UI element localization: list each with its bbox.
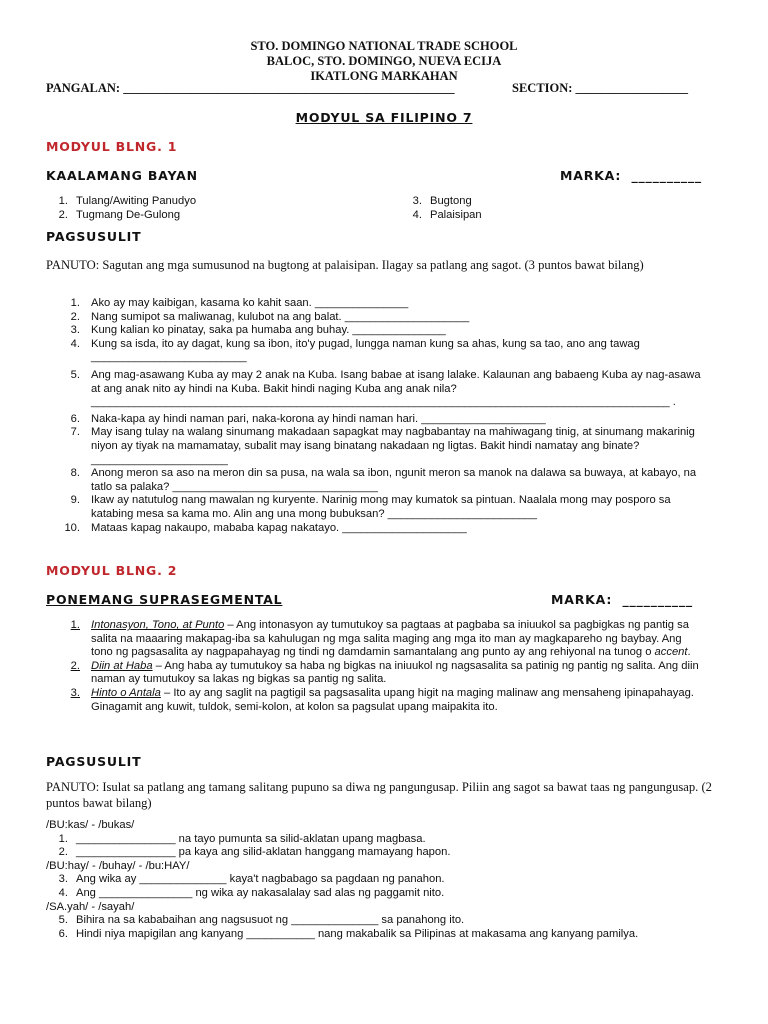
module2-topic: PONEMANG SUPRASEGMENTAL xyxy=(46,592,283,607)
question-item: 1. Ako ay may kaibigan, kasama ko kahit saan. _______________ xyxy=(70,297,409,309)
list-item: 2. Tugmang De-Gulong xyxy=(58,208,181,221)
test2-heading: PAGSUSULIT xyxy=(46,754,142,769)
list-item: 3. Bugtong xyxy=(412,195,472,207)
test1-heading: PAGSUSULIT xyxy=(46,229,142,244)
definition-item: 2. Diin at Haba – Ang haba ay tumutukoy sa haba ng bigkas na iniuukol ng nagsasalita sa patinig ng pantig ng salita. Ang diin naman ay tumutukoy sa lakas ng bigkas sa pantig ng salita. xyxy=(70,659,699,686)
list-item: 4. Ang _______________ ng wika ay nakasalalay sad alas ng paggamit nito. xyxy=(58,886,445,899)
test2-groups xyxy=(46,819,746,941)
syllable-group-label: /BU:hay/ - /buhay/ - /bu:HAY/ xyxy=(46,859,190,872)
suprasegmental-list xyxy=(46,619,706,714)
name-field: PANGALAN: _____________________________________________________ xyxy=(46,81,455,95)
question-item: 8. Anong meron sa aso na meron din sa pusa, na wala sa ibon, ngunit meron sa manok na dalawa sa buwaya, at kabayo, na tatlo sa palaka? _________________________________ xyxy=(70,467,697,493)
module1-heading: MODYUL BLNG. 1 xyxy=(46,139,178,154)
question-item: 9. Ikaw ay natutulog nang mawalan ng kuryente. Narinig mong may kumatok sa pintuan. Naalala mong may posporo sa katabing mesa sa kama mo. Alin ang una mong bubuksan? ________________________ xyxy=(70,494,671,520)
question-item: 7. May isang tulay na walang sinumang makadaan sapagkat may nagbabantay na mahiwagang tinig, at sinumang makarinig niyon ay tiyak na mamamatay, subalit may isang binatang nakadaan ng ligtas. Bakit hindi namatay ang binate? ______________________ xyxy=(70,426,695,466)
list-item: 1. Tulang/Awiting Panudyo xyxy=(58,195,197,207)
topic-list-right xyxy=(400,195,482,222)
list-item: 4. Palaisipan xyxy=(412,208,482,221)
question-item: 2. Nang sumipot sa maliwanag, kulubot na ang balat. ____________________ xyxy=(70,310,470,323)
school-name: STO. DOMINGO NATIONAL TRADE SCHOOL xyxy=(250,39,518,53)
module1-topic: KAALAMANG BAYAN xyxy=(46,168,198,183)
score-blank: __________ xyxy=(631,168,702,183)
school-address: BALOC, STO. DOMINGO, NUEVA ECIJA xyxy=(266,54,502,68)
list-item: 6. Hindi niya mapigilan ang kanyang ___________ nang makabalik sa Pilipinas at makasama ang kanyang pamilya. xyxy=(58,927,639,940)
test2-instruction: PANUTO: Isulat sa patlang ang tamang salitang pupuno sa diwa ng pangungusap. Piliin ang sagot sa bawat taas ng pangungusap. (2 puntos bawat bilang) xyxy=(46,780,712,810)
test1-instruction: PANUTO: Sagutan ang mga sumusunod na bugtong at palaisipan. Ilagay sa patlang ang sagot. (3 puntos bawat bilang) xyxy=(46,258,644,272)
module2-heading: MODYUL BLNG. 2 xyxy=(46,563,178,578)
module1-score xyxy=(560,168,702,183)
module-title: MODYUL SA FILIPINO 7 xyxy=(295,110,473,125)
list-item: 2. ________________ pa kaya ang silid-aklatan hanggang mamayang hapon. xyxy=(58,846,451,859)
list-item: 3. Ang wika ay ______________ kaya't nagbabago sa pagdaan ng panahon. xyxy=(58,873,445,886)
test1-questions xyxy=(46,297,706,535)
score-label: MARKA: xyxy=(551,592,613,607)
question-item: 3. Kung kalian ko pinatay, saka pa humaba ang buhay. _______________ xyxy=(70,324,446,337)
score-blank: __________ xyxy=(622,592,693,607)
syllable-group-label: /BU:kas/ - /bukas/ xyxy=(46,819,135,831)
topic-list-left xyxy=(46,195,196,222)
question-item: 5. Ang mag-asawang Kuba ay may 2 anak na Kuba. Isang babae at isang lalake. Kalaunan ang babaeng Kuba ay nag-asawa at ang anak nito ay hindi na Kuba. Bakit hindi naging Kuba ang anak nila? _____________________________________________________________________________________________ . xyxy=(70,368,701,409)
question-item: 6. Naka-kapa ay hindi naman pari, naka-korona ay hindi naman hari. ____________________ xyxy=(70,412,546,425)
list-item: 5. Bihira na sa kababaihan ang nagsusuot ng ______________ sa panahong ito. xyxy=(58,914,465,927)
question-item: 10. Mataas kapag nakaupo, mababa kapag nakatayo. ____________________ xyxy=(64,521,467,534)
syllable-group-label: /SA.yah/ - /sayah/ xyxy=(46,900,135,913)
question-item: 4. Kung sa isda, ito ay dagat, kung sa ibon, ito'y pugad, lungga naman kung sa ahas, kung sa tao, ano ang tawag _________________________ xyxy=(70,337,640,364)
section-field: SECTION: __________________ xyxy=(512,81,689,95)
definition-item: 1. Intonasyon, Tono, at Punto – Ang intonasyon ay tumutukoy sa pagtaas at pagbaba sa iniuukol sa pagbigkas ng pantig sa salita na maaaring makapag-iba sa kahulugan ng mga salita maging ang mga ito man ay magkapareho ng baybay. Ang tono ng pagsasalita ay nagpapahayag ng tindi ng damdamin samantalang ang punto ay ang rehiyonal na tunog o accent. xyxy=(70,619,691,659)
quarter-label: IKATLONG MARKAHAN xyxy=(310,69,458,83)
list-item: 1. ________________ na tayo pumunta sa silid-aklatan upang magbasa. xyxy=(58,832,426,845)
module2-score xyxy=(551,592,693,607)
score-label: MARKA: xyxy=(560,168,622,183)
definition-item: 3. Hinto o Antala – Ito ay ang saglit na pagtigil sa pagsasalita upang higit na maging malinaw ang mensaheng ipinapahayag. Ginagamit ang kuwit, tuldok, semi-kolon, at kolon sa pagsulat upang maipakita ito. xyxy=(70,686,694,713)
